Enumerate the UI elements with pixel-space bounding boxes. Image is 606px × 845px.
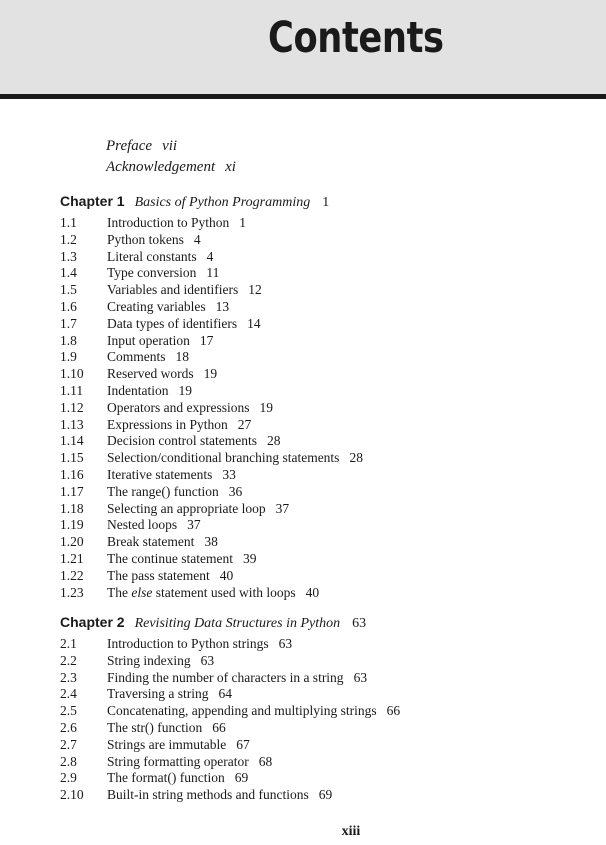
- toc-entry: [60, 720, 400, 737]
- section-number: 2.5: [60, 703, 77, 719]
- toc-entry: [60, 366, 363, 383]
- section-page: 39: [242, 550, 257, 566]
- front-matter: [106, 136, 236, 178]
- section-page: 38: [204, 534, 218, 550]
- section-number: 1.18: [60, 500, 84, 516]
- front-matter-title: Preface: [106, 138, 153, 154]
- toc-entry: [60, 282, 363, 299]
- section-title: Variables and identifiers: [107, 282, 239, 298]
- front-matter-page: xi: [225, 159, 236, 175]
- section-number: 2.10: [60, 787, 84, 803]
- section-title: Finding the number of characters in a string: [107, 669, 344, 685]
- section-number: 2.8: [60, 753, 77, 769]
- toc-entry: [60, 653, 400, 670]
- header-rule: [0, 94, 606, 99]
- section-title: String formatting operator: [107, 753, 249, 769]
- toc-entry: [60, 686, 400, 703]
- chapter-page: 63: [352, 616, 367, 631]
- section-number: 1.16: [60, 466, 84, 482]
- section-number: 2.9: [60, 770, 77, 786]
- section-number: 1.17: [60, 483, 84, 499]
- section-number: 1.22: [60, 567, 84, 583]
- section-number: 2.7: [60, 736, 77, 752]
- toc-entry: [60, 787, 400, 804]
- section-title: Strings are immutable: [107, 736, 227, 752]
- section-page: 63: [200, 652, 215, 668]
- section-title: Nested loops: [107, 517, 178, 533]
- section-title: Literal constants: [107, 248, 197, 264]
- section-page: 68: [258, 753, 273, 769]
- section-title: Introduction to Python strings: [107, 636, 269, 651]
- section-title: Python tokens: [107, 231, 184, 247]
- section-number: 1.1: [60, 215, 77, 230]
- section-number: 2.6: [60, 719, 77, 735]
- toc-entry: [60, 349, 363, 366]
- section-title: Type conversion: [107, 265, 197, 281]
- section-page: 69: [318, 787, 333, 803]
- chapter-2-sections: [60, 636, 400, 804]
- section-page: 19: [203, 366, 218, 382]
- section-page: 19: [178, 382, 192, 398]
- section-title: The str() function: [107, 719, 203, 735]
- section-page: 40: [219, 567, 234, 583]
- section-page: 4: [206, 248, 214, 264]
- section-title: Indentation: [107, 382, 169, 398]
- toc-entry: [60, 670, 400, 687]
- section-title: Iterative statements: [107, 466, 213, 482]
- section-number: 1.13: [60, 416, 84, 432]
- section-title: Creating variables: [107, 298, 206, 314]
- front-matter-title: Acknowledgement: [106, 159, 216, 175]
- section-page: 66: [212, 719, 226, 735]
- section-number: 1.19: [60, 517, 84, 533]
- section-number: 1.7: [60, 315, 77, 331]
- section-page: 37: [187, 517, 201, 533]
- section-page: 4: [193, 231, 201, 247]
- chapter-1-sections: [60, 215, 363, 601]
- toc-entry: [60, 517, 363, 534]
- toc-entry: [60, 265, 363, 282]
- toc-entry: [60, 417, 363, 434]
- section-number: 1.15: [60, 450, 84, 466]
- section-title: Concatenating, appending and multiplying strings: [107, 703, 377, 719]
- section-page: 1: [239, 215, 246, 230]
- toc-entry: [60, 232, 363, 249]
- toc-entry: [60, 299, 363, 316]
- section-title: Data types of identifiers: [107, 315, 238, 331]
- section-title: Expressions in Python: [107, 416, 228, 432]
- section-title-emphasis: else: [131, 584, 153, 600]
- section-page: 14: [247, 315, 261, 331]
- section-page: 11: [206, 265, 220, 281]
- section-number: 1.6: [60, 298, 77, 314]
- section-page: 37: [275, 500, 290, 516]
- section-number: 1.12: [60, 399, 84, 415]
- section-page: 27: [237, 416, 252, 432]
- section-page: 18: [175, 349, 190, 365]
- toc-entry: [60, 737, 400, 754]
- toc-entry: [60, 467, 363, 484]
- section-page: 40: [305, 584, 320, 600]
- section-title: The pass statement: [107, 567, 210, 583]
- toc-entry: [60, 534, 363, 551]
- section-number: 1.8: [60, 332, 77, 348]
- chapter-page: 1: [322, 195, 330, 210]
- section-title: Input operation: [107, 332, 190, 348]
- section-number: 1.20: [60, 534, 84, 550]
- section-page: 69: [234, 770, 249, 786]
- page-title: Contents: [268, 13, 444, 63]
- section-title: Reserved words: [107, 366, 194, 382]
- toc-entry: [60, 316, 363, 333]
- section-page: 13: [215, 298, 230, 314]
- section-page: 12: [248, 282, 262, 298]
- section-number: 1.4: [60, 265, 77, 281]
- toc-entry: [60, 551, 363, 568]
- section-title: The range() function: [107, 483, 219, 499]
- section-number: 2.1: [60, 636, 77, 651]
- chapter-heading: [60, 191, 363, 213]
- chapter-1: [60, 191, 363, 601]
- section-number: 1.2: [60, 231, 77, 247]
- toc-entry: [60, 249, 363, 266]
- toc-entry: [60, 585, 363, 602]
- toc-entry: [60, 703, 400, 720]
- toc-entry: [60, 400, 363, 417]
- toc-entry: [60, 501, 363, 518]
- section-page: 36: [228, 483, 243, 499]
- chapter-2: [60, 612, 400, 804]
- section-page: 17: [199, 332, 214, 348]
- front-matter-acknowledgement: [106, 157, 236, 178]
- section-page: 63: [278, 636, 293, 651]
- toc-entry: [60, 754, 400, 771]
- toc-entry: [60, 333, 363, 350]
- chapter-title: Basics of Python Programming: [134, 195, 311, 210]
- section-number: 2.4: [60, 686, 77, 702]
- section-title: The continue statement: [107, 550, 233, 566]
- section-title: Selection/conditional branching statements: [107, 450, 340, 466]
- section-title: [107, 585, 296, 602]
- section-title: Traversing a string: [107, 686, 209, 702]
- chapter-title: Revisiting Data Structures in Python: [134, 616, 341, 631]
- section-title: String indexing: [107, 652, 191, 668]
- section-page: 63: [353, 669, 368, 685]
- section-title: Break statement: [107, 534, 195, 550]
- section-title-text: statement used with loops: [152, 584, 296, 600]
- section-number: 1.3: [60, 248, 77, 264]
- section-number: 1.10: [60, 366, 84, 382]
- section-number: 1.11: [60, 382, 84, 398]
- section-title: Introduction to Python: [107, 215, 230, 230]
- front-matter-preface: [106, 136, 236, 157]
- section-number: 1.21: [60, 550, 84, 566]
- section-page: 28: [266, 433, 281, 449]
- section-page: 28: [349, 450, 363, 466]
- section-title-text: The: [107, 584, 132, 600]
- toc-entry: [60, 484, 363, 501]
- section-title: The format() function: [107, 770, 225, 786]
- chapter-label: Chapter 2: [60, 614, 125, 630]
- section-page: 33: [222, 466, 236, 482]
- toc-entry: [60, 770, 400, 787]
- section-number: 1.23: [60, 584, 84, 600]
- chapter-label: Chapter 1: [60, 193, 125, 209]
- toc-entry: [60, 433, 363, 450]
- section-title: Decision control statements: [107, 433, 257, 449]
- section-page: 19: [259, 399, 273, 415]
- page-number: xiii: [341, 824, 361, 839]
- section-number: 1.5: [60, 282, 77, 298]
- section-title: Selecting an appropriate loop: [107, 500, 266, 516]
- toc-entry: [60, 636, 400, 653]
- section-page: 67: [236, 736, 250, 752]
- section-page: 64: [218, 686, 232, 702]
- toc-entry: [60, 215, 363, 232]
- section-number: 2.2: [60, 652, 77, 668]
- toc-entry: [60, 568, 363, 585]
- section-title: Built-in string methods and functions: [107, 787, 309, 803]
- section-title: Comments: [107, 349, 166, 365]
- section-number: 2.3: [60, 669, 77, 685]
- section-number: 1.9: [60, 349, 77, 365]
- front-matter-page: vii: [162, 138, 178, 154]
- section-page: 66: [386, 703, 401, 719]
- toc-entry: [60, 450, 363, 467]
- header-band: [0, 0, 606, 94]
- section-title: Operators and expressions: [107, 399, 250, 415]
- chapter-heading: [60, 612, 400, 634]
- toc-entry: [60, 383, 363, 400]
- section-number: 1.14: [60, 433, 84, 449]
